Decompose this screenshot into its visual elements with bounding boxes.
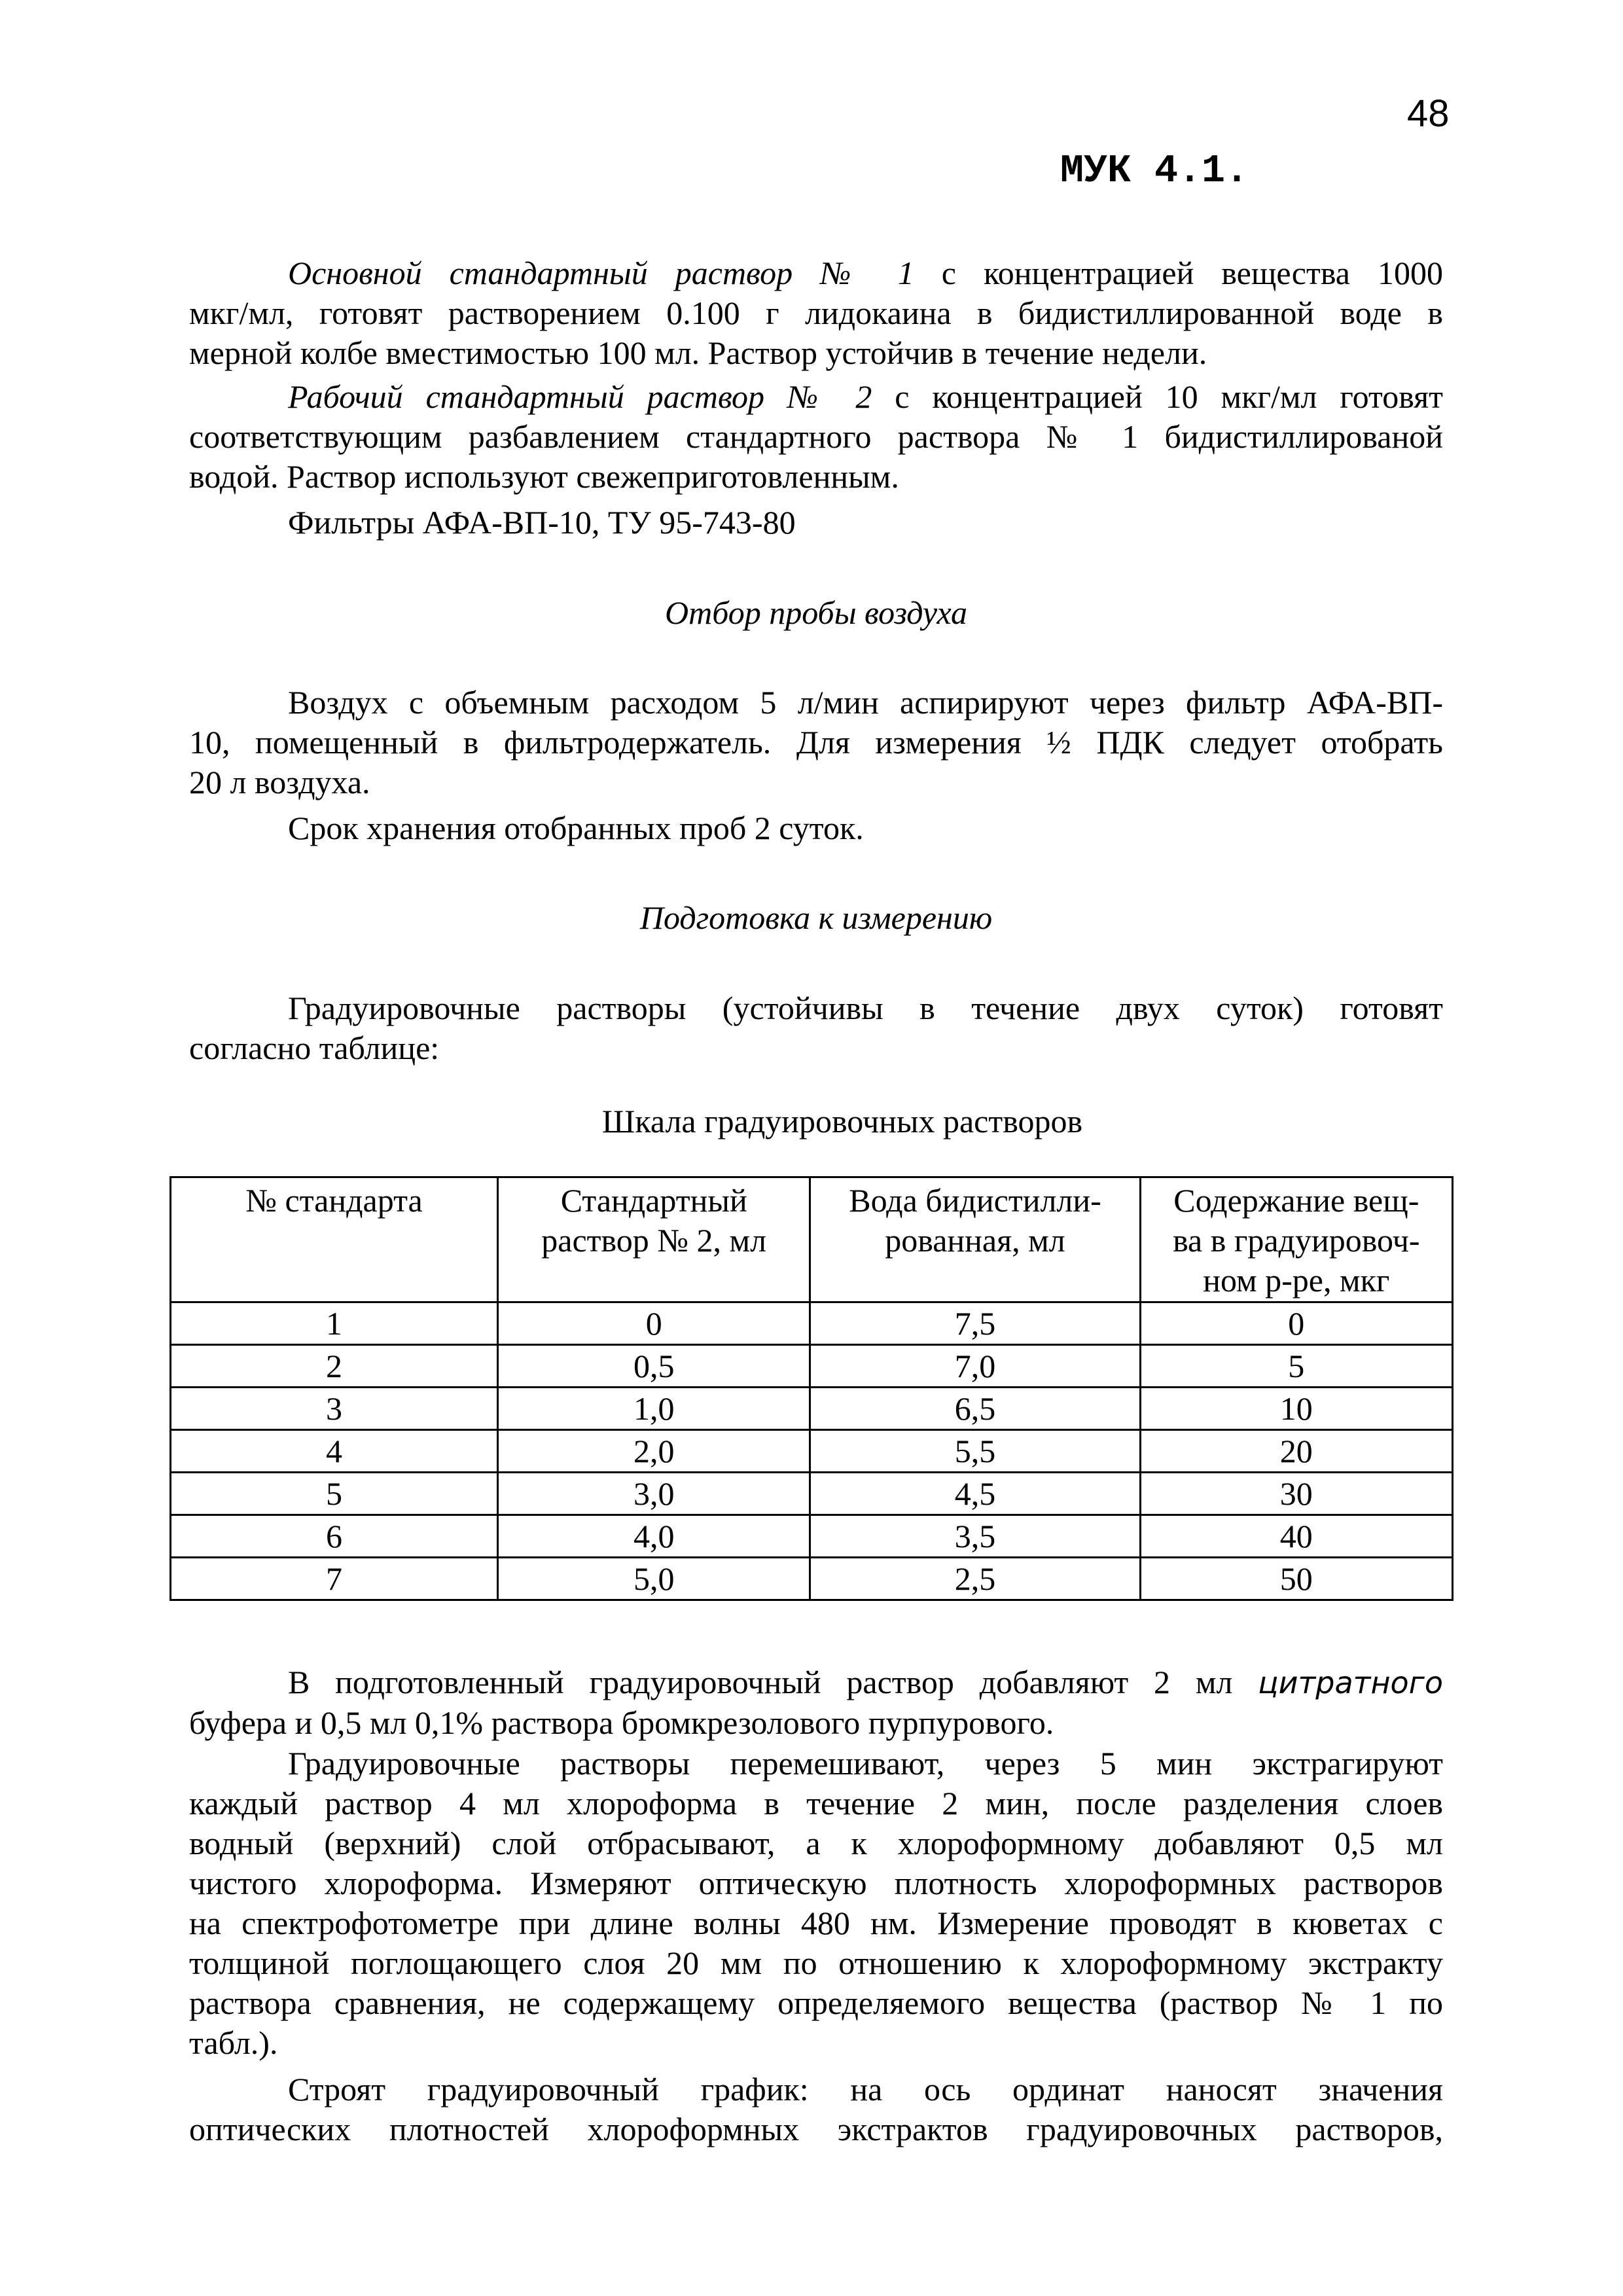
column-header-water: Вода бидистилли- рованная, мл	[810, 1177, 1140, 1302]
column-header-content: Содержание вещ- ва в градуировоч- ном р-ре, мкг	[1140, 1177, 1452, 1302]
table-cell: 1	[171, 1302, 498, 1345]
table-cell: 2,0	[498, 1430, 810, 1473]
paragraph-buffer: В подготовленный градуировочный раствор добавляют 2 мл цитратного буфера и 0,5 мл 0,1% раствора бромкрезолового пурпурового.	[189, 1664, 1443, 1741]
term-working-solution: Рабочий стандартный раствор № 2	[288, 378, 872, 415]
table-cell: 5	[171, 1473, 498, 1515]
term-stock-solution: Основной стандартный раствор № 1	[288, 255, 914, 291]
paragraph-storage: Срок хранения отобранных проб 2 суток.	[288, 810, 864, 846]
paragraph-filters: Фильтры АФА-ВП-10, ТУ 95-743-80	[288, 504, 796, 541]
paragraph-calibration-intro: Градуировочные растворы (устойчивы в течение двух суток) готовят согласно таблице:	[189, 990, 1443, 1066]
table-row	[171, 1302, 1453, 1345]
table-cell: 10	[1140, 1388, 1452, 1430]
table-cell: 5,5	[810, 1430, 1140, 1473]
document-code: МУК 4.1.	[1060, 149, 1249, 194]
table-row	[171, 1430, 1453, 1473]
table-cell: 4	[171, 1430, 498, 1473]
table-cell: 0,5	[498, 1345, 810, 1388]
paragraph-air-sampling: Воздух с объемным расходом 5 л/мин аспирируют через фильтр АФА-ВП- 10, помещенный в фильтродержатель. Для измерения ½ ПДК следует отобрать 20 л воздуха.	[189, 684, 1443, 800]
column-header-standard-no: № стандарта	[171, 1177, 498, 1302]
table-cell: 40	[1140, 1515, 1452, 1558]
table-row	[171, 1558, 1453, 1600]
table-cell: 5,0	[498, 1558, 810, 1600]
calibration-table	[169, 1176, 1454, 1601]
table-row	[171, 1345, 1453, 1388]
table-cell: 7,5	[810, 1302, 1140, 1345]
table-cell: 5	[1140, 1345, 1452, 1388]
paragraph-calibration-graph: Строят градуировочный график: на ось ординат наносят значения оптических плотностей хлороформных экстрактов градуировочных растворов,	[189, 2071, 1443, 2147]
table-cell: 3,5	[810, 1515, 1140, 1558]
table-cell: 7	[171, 1558, 498, 1600]
table-cell: 3,0	[498, 1473, 810, 1515]
table-cell: 50	[1140, 1558, 1452, 1600]
table-cell: 4,0	[498, 1515, 810, 1558]
table-cell: 3	[171, 1388, 498, 1430]
paragraph-extraction: Градуировочные растворы перемешивают, через 5 мин экстрагируют каждый раствор 4 мл хлороформа в течение 2 мин, после разделения слоев водный (верхний) слой отбрасывают, а к хлороформному добавляют 0,5 мл чистого хлороформа. Измеряют оптическую плотность хлороформных растворов на спектрофотометре при длине волны 480 нм. Измерение проводят в кюветах с толщиной поглощающего слоя 20 мм по отношению к хлороформному экстракту раствора сравнения, не содержащему определяемого вещества (раствор № 1 по табл.).	[189, 1745, 1443, 2061]
table-cell: 7,0	[810, 1345, 1140, 1388]
paragraph-stock-solution: Основной стандартный раствор № 1 с концентрацией вещества 1000 мкг/мл, готовят растворением 0.100 г лидокаина в бидистиллированной воде в мерной колбе вместимостью 100 мл. Раствор устойчив в течение недели.	[189, 255, 1443, 371]
table-row	[171, 1515, 1453, 1558]
table-cell: 6	[171, 1515, 498, 1558]
table-cell: 6,5	[810, 1388, 1140, 1430]
section-heading-preparation: Подготовка к измерению	[639, 899, 993, 936]
table-cell: 20	[1140, 1430, 1452, 1473]
table-caption: Шкала градуировочных растворов	[601, 1103, 1083, 1139]
table-cell: 30	[1140, 1473, 1452, 1515]
table-cell: 2	[171, 1345, 498, 1388]
table-row	[171, 1473, 1453, 1515]
paragraph-working-solution: Рабочий стандартный раствор № 2 с концентрацией 10 мкг/мл готовят соответствующим разбавлением стандартного раствора № 1 бидистиллированой водой. Раствор используют свежеприготовленным.	[189, 378, 1443, 495]
table-cell: 2,5	[810, 1558, 1140, 1600]
table-cell: 4,5	[810, 1473, 1140, 1515]
handwritten-correction: цитратного	[1258, 1665, 1443, 1700]
table-cell: 1,0	[498, 1388, 810, 1430]
table-header-row	[171, 1177, 1453, 1302]
table-row	[171, 1388, 1453, 1430]
table-cell: 0	[1140, 1302, 1452, 1345]
page-number: 48	[1407, 92, 1450, 135]
table-cell: 0	[498, 1302, 810, 1345]
section-heading-air-sampling: Отбор пробы воздуха	[665, 594, 967, 631]
column-header-standard-solution: Стандартный раствор № 2, мл	[498, 1177, 810, 1302]
